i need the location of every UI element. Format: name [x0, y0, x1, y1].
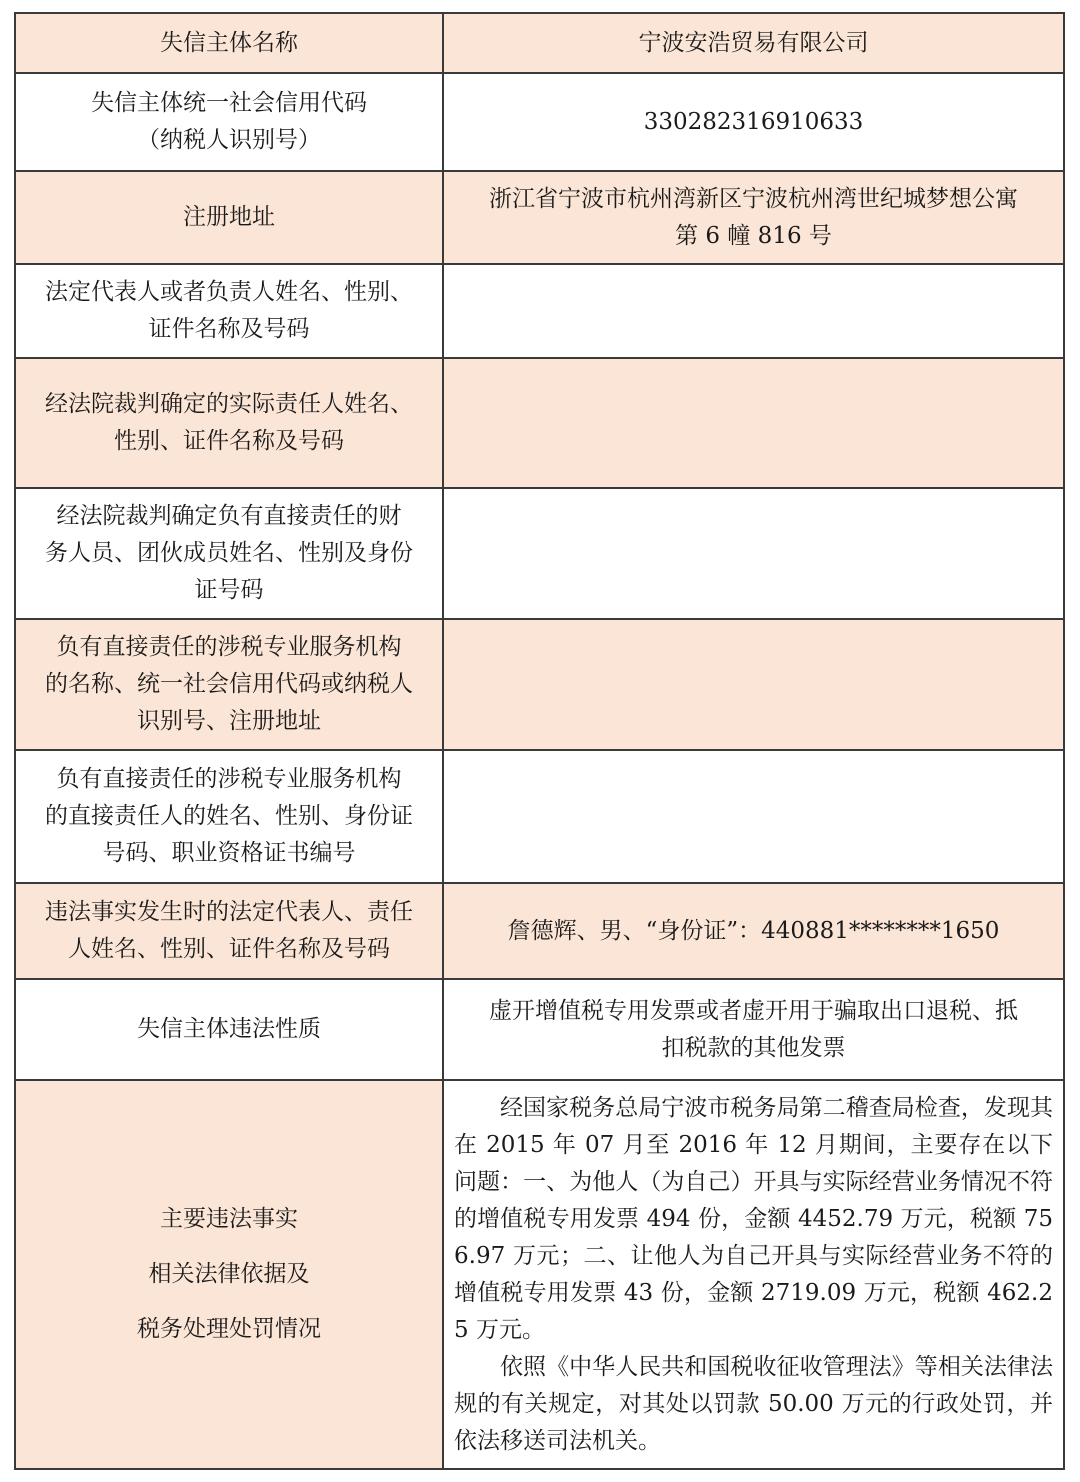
- row-value: [443, 488, 1064, 619]
- table-row: [15, 750, 1064, 883]
- row-value: [443, 171, 1064, 264]
- label-line: 人姓名、性别、证件名称及号码: [68, 936, 390, 962]
- label-line: 负有直接责任的涉税专业服务机构: [56, 634, 402, 660]
- label-line: 违法事实发生时的法定代表人、责任: [45, 899, 413, 925]
- row-value: [443, 264, 1064, 358]
- value-line: 扣税款的其他发票: [661, 1034, 846, 1061]
- label-line: 失信主体名称: [160, 29, 298, 56]
- label-line: 证件名称及号码: [148, 316, 310, 342]
- label-line: 失信主体统一社会信用代码: [91, 90, 367, 116]
- label-line: 性别、证件名称及号码: [114, 428, 344, 454]
- row-label: [15, 750, 443, 883]
- row-label: [15, 488, 443, 619]
- row-label: [15, 883, 443, 979]
- value-line: 第 6 幢 816 号: [675, 222, 832, 249]
- facts-paragraph: 经国家税务总局宁波市税务局第二稽查局检查，发现其在 2015 年 07 月至 2016 年 12 月期间，主要存在以下问题：一、为他人（为自己）开具与实际经营业务情况不符的增值税专用发票 494 份，金额 4452.79 万元，税额 756.97 万元；二、让他人为自己开具与实际经营业务不符的增值税专用发票 43 份，金额 2719.09 万元，税额 462.25 万元。: [454, 1094, 1053, 1343]
- table-row: [15, 171, 1064, 264]
- label-line: 证号码: [194, 577, 264, 603]
- label-line: 负有直接责任的涉税专业服务机构: [56, 766, 402, 792]
- row-label: [15, 979, 443, 1080]
- label-line: 经法院裁判确定负有直接责任的财: [56, 503, 402, 529]
- row-label: [15, 264, 443, 358]
- row-value: [443, 358, 1064, 488]
- row-value: [443, 979, 1064, 1080]
- facts-content: [443, 1080, 1064, 1469]
- row-value: [443, 73, 1064, 171]
- row-label: [15, 619, 443, 750]
- row-value: [443, 13, 1064, 73]
- table-row: [15, 883, 1064, 979]
- table-row: [15, 73, 1064, 171]
- table-row: [15, 264, 1064, 358]
- row-value: [443, 750, 1064, 883]
- table-row: [15, 979, 1064, 1080]
- row-label: [15, 358, 443, 488]
- label-line: 主要违法事实: [160, 1206, 298, 1232]
- value-line: 330282316910633: [643, 108, 864, 135]
- value-line: 詹德辉、男、“身份证”：440881********1650: [507, 917, 1000, 944]
- label-line: 务人员、团伙成员姓名、性别及身份: [45, 540, 413, 566]
- label-line: 的直接责任人的姓名、性别、身份证: [45, 803, 413, 829]
- label-line: 法定代表人或者负责人姓名、性别、: [45, 279, 413, 305]
- label-line: 的名称、统一社会信用代码或纳税人: [45, 671, 413, 697]
- row-label: [15, 13, 443, 73]
- label-line: 税务处理处罚情况: [137, 1316, 321, 1342]
- label-line: 识别号、注册地址: [137, 708, 321, 734]
- label-line: 经法院裁判确定的实际责任人姓名、: [45, 391, 413, 417]
- credit-info-table: [14, 12, 1065, 1470]
- row-value: [443, 883, 1064, 979]
- label-line: （纳税人识别号）: [137, 127, 321, 153]
- row-label: [15, 171, 443, 264]
- facts-row: [15, 1080, 1064, 1469]
- row-value: [443, 619, 1064, 750]
- value-line: 浙江省宁波市杭州湾新区宁波杭州湾世纪城梦想公寓: [489, 185, 1018, 212]
- label-line: 失信主体违法性质: [137, 1016, 321, 1042]
- facts-label: [15, 1080, 443, 1469]
- row-label: [15, 73, 443, 171]
- value-line: 宁波安浩贸易有限公司: [638, 29, 869, 56]
- facts-paragraph: 依照《中华人民共和国税收征收管理法》等相关法律法规的有关规定，对其处以罚款 50.00 万元的行政处罚，并依法移送司法机关。: [454, 1353, 1053, 1454]
- table-row: [15, 619, 1064, 750]
- label-line: 相关法律依据及: [148, 1261, 310, 1287]
- label-line: 号码、职业资格证书编号: [102, 840, 356, 866]
- value-line: 虚开增值税专用发票或者虚开用于骗取出口退税、抵: [489, 997, 1018, 1024]
- table-row: [15, 358, 1064, 488]
- label-line: 注册地址: [183, 204, 275, 230]
- table-row: [15, 13, 1064, 73]
- table-row: [15, 488, 1064, 619]
